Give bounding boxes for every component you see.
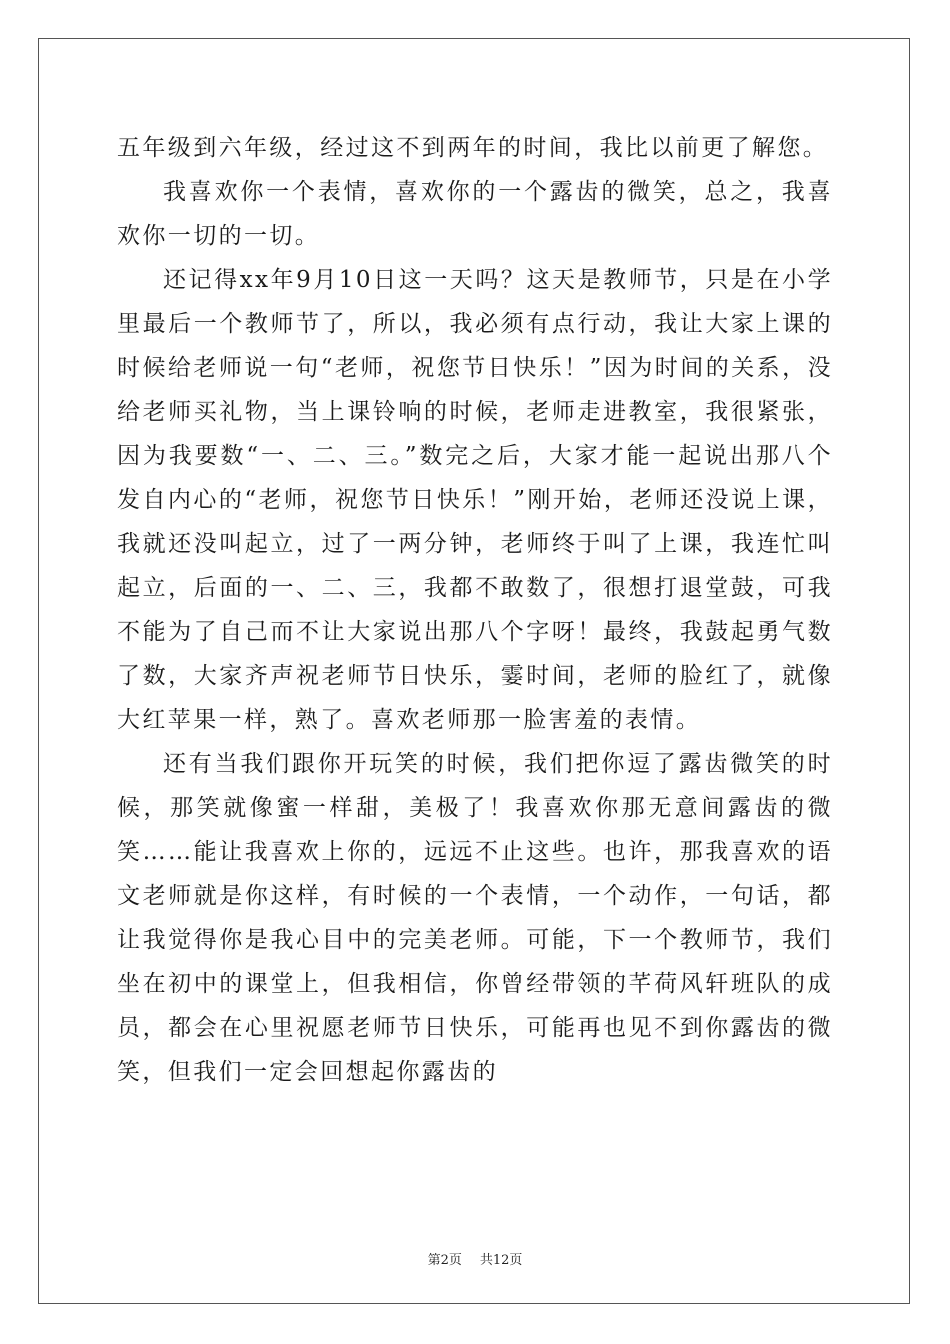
page-footer [0, 1249, 950, 1268]
paragraph: 还记得xx年9月10日这一天吗？这天是教师节，只是在小学里最后一个教师节了，所以，我必须有点行动，我让大家上课的时候给老师说一句“老师，祝您节日快乐！”因为时间的关系，没给老师买礼物，当上课铃响的时候，老师走进教室，我很紧张，因为我要数“一、二、三。”数完之后，大家才能一起说出那八个发自内心的“老师，祝您节日快乐！”刚开始，老师还没说上课，我就还没叫起立，过了一两分钟，老师终于叫了上课，我连忙叫起立，后面的一、二、三，我都不敢数了，很想打退堂鼓，可我不能为了自己而不让大家说出那八个字呀！最终，我鼓起勇气数了数，大家齐声祝老师节日快乐，霎时间，老师的脸红了，就像大红苹果一样，熟了。喜欢老师那一脸害羞的表情。 [117, 267, 833, 733]
current-page-number: 第2页 [427, 1253, 462, 1268]
paragraph: 五年级到六年级，经过这不到两年的时间，我比以前更了解您。 [117, 135, 829, 161]
paragraph: 我喜欢你一个表情，喜欢你的一个露齿的微笑，总之，我喜欢你一切的一切。 [117, 179, 833, 249]
document-body [117, 126, 833, 1094]
total-page-count: 共12页 [479, 1253, 523, 1268]
paragraph: 还有当我们跟你开玩笑的时候，我们把你逗了露齿微笑的时候，那笑就像蜜一样甜，美极了！我喜欢你那无意间露齿的微笑……能让我喜欢上你的，远远不止这些。也许，那我喜欢的语文老师就是你这样，有时候的一个表情，一个动作，一句话，都让我觉得你是我心目中的完美老师。可能，下一个教师节，我们坐在初中的课堂上，但我相信，你曾经带领的芊荷风轩班队的成员，都会在心里祝愿老师节日快乐，可能再也见不到你露齿的微笑，但我们一定会回想起你露齿的 [117, 751, 833, 1085]
